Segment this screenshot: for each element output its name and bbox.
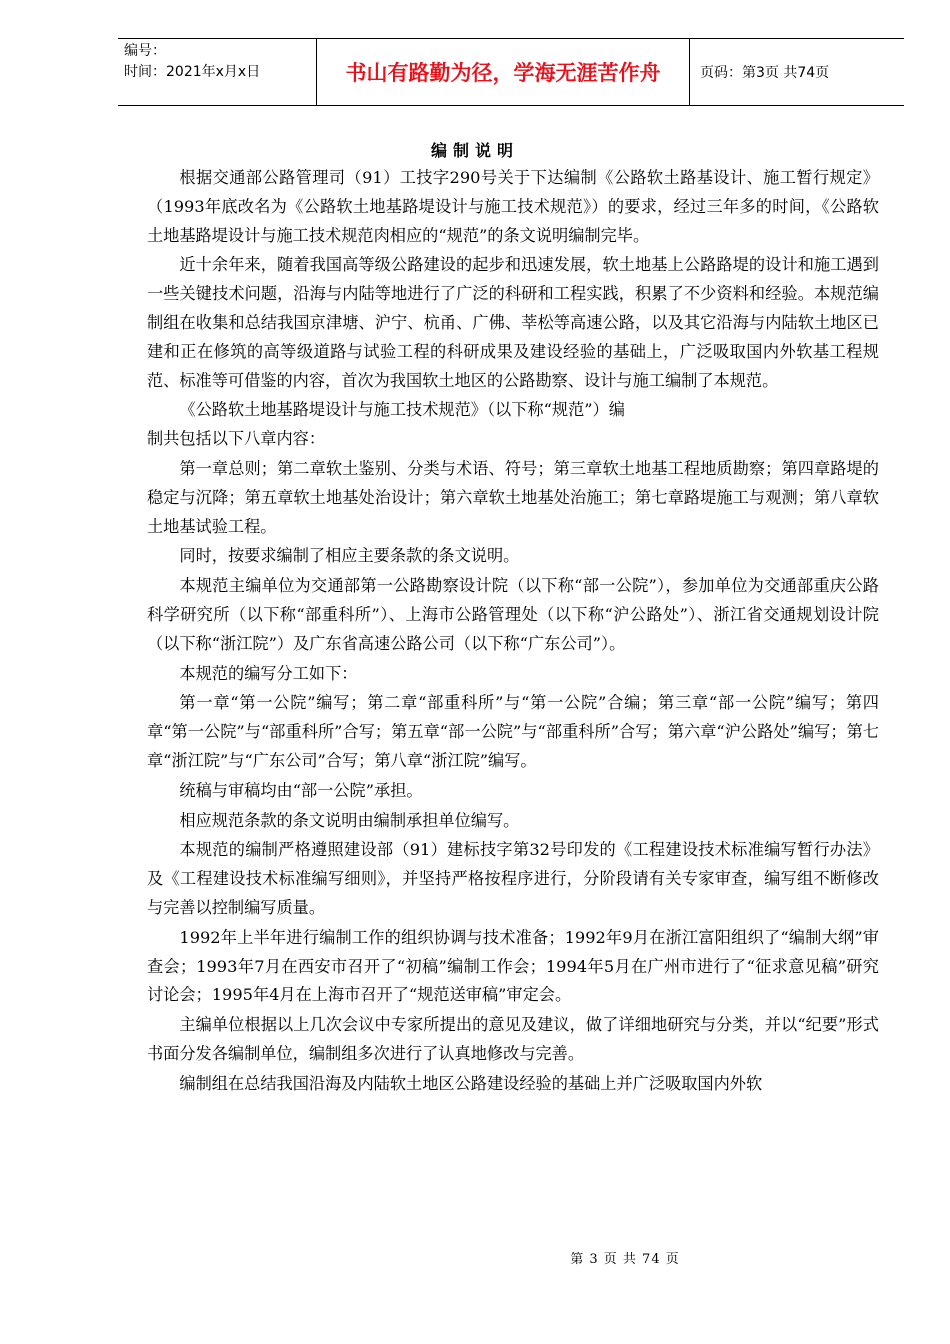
paragraph: 根据交通部公路管理司（91）工技字290号关于下达编制《公路软土路基设计、施工暂行规定》（1993年底改名为《公路软土地基路堤设计与施工技术规范》）的要求，经过三年多的时间，《公路软土地基路堤设计与施工技术规范肉相应的“规范”的条文说明编制完毕。	[147, 168, 879, 245]
document-body	[147, 164, 879, 1100]
document-title: 编制说明	[430, 141, 519, 160]
paragraph: 主编单位根据以上几次会议中专家所提出的意见及建议，做了详细地研究与分类，并以“纪要”形式书面分发各编制单位，编制组多次进行了认真地修改与完善。	[147, 1015, 879, 1063]
paragraph: 《公路软土地基路堤设计与施工技术规范》（以下称“规范”）编	[179, 400, 625, 420]
header-motto: 书山有路勤为径，学海无涯苦作舟	[316, 39, 690, 105]
paragraph: 相应规范条款的条文说明由编制承担单位编写。	[179, 810, 520, 830]
paragraph: 第一章总则；第二章软土鉴别、分类与术语、符号；第三章软土地基工程地质勘察；第四章路堤的稳定与沉降；第五章软土地基处治设计；第六章软土地基处治施工；第七章路堤施工与观测；第八章软土地基试验工程。	[147, 458, 879, 536]
header-meta	[118, 39, 316, 105]
number-label: 编号：	[124, 43, 166, 59]
paragraph: 第一章“第一公院”编写；第二章“部重科所”与“第一公院”合编；第三章“部一公院”编写；第四章“第一公院”与“部重科所”合写；第五章“部一公院”与“部重科所”合写；第六章“沪公路处”编写；第七章“浙江院”与“广东公司”合写；第八章“浙江院”编写。	[147, 693, 879, 770]
paragraph: 1992年上半年进行编制工作的组织协调与技术准备；1992年9月在浙江富阳组织了“编制大纲”审查会；1993年7月在西安市召开了“初稿”编制工作会；1994年5月在广州市进行了“征求意见稿”研究讨论会；1995年4月在上海市召开了“规范送审稿”审定会。	[147, 927, 879, 1005]
paragraph: 同时，按要求编制了相应主要条款的条文说明。	[179, 546, 520, 566]
paragraph: 本规范主编单位为交通部第一公路勘察设计院（以下称“部一公院”），参加单位为交通部重庆公路科学研究所（以下称“部重科所”）、上海市公路管理处（以下称“沪公路处”）、浙江省交通规划设计院（以下称“浙江院”）及广东省高速公路公司（以下称“广东公司”）。	[147, 576, 879, 653]
paragraph: 本规范的编写分工如下：	[179, 663, 358, 683]
paragraph: 编制组在总结我国沿海及内陆软土地区公路建设经验的基础上并广泛吸取国内外软	[179, 1073, 763, 1093]
page-header	[118, 38, 904, 106]
paragraph: 近十余年来，随着我国高等级公路建设的起步和迅速发展，软土地基上公路路堤的设计和施工遇到一些关键技术问题，沿海与内陆等地进行了广泛的科研和工程实践，积累了不少资料和经验。本规范编制组在收集和总结我国京津塘、沪宁、杭甬、广佛、莘松等高速公路，以及其它沿海与内陆软土地区已建和正在修筑的高等级道路与试验工程的科研成果及建设经验的基础上，广泛吸取国内外软基工程规范、标准等可借鉴的内容，首次为我国软土地区的公路勘察、设计与施工编制了本规范。	[147, 255, 879, 390]
paragraph: 制共包括以下八章内容：	[147, 429, 326, 449]
paragraph: 本规范的编制严格遵照建设部（91）建标技字第32号印发的《工程建设技术标准编写暂行办法》及《工程建设技术标准编写细则》，并坚持严格按程序进行，分阶段请有关专家审查，编写组不断修改与完善以控制编写质量。	[147, 840, 879, 917]
header-page-info: 页码：第3页 共74页	[700, 65, 830, 81]
paragraph: 统稿与审稿均由“部一公院”承担。	[179, 780, 423, 800]
page-footer: 第 3 页 共 74 页	[570, 1252, 680, 1267]
time-label: 时间：2021年x月x日	[124, 64, 261, 80]
